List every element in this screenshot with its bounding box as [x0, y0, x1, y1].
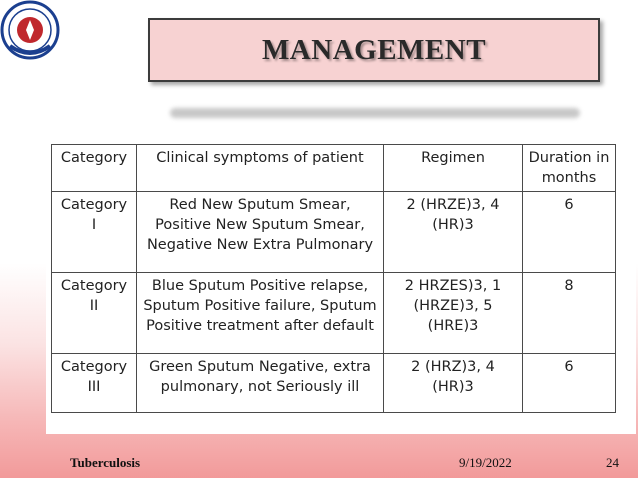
- title-box: [148, 18, 600, 82]
- institution-logo-icon: [0, 0, 60, 60]
- slide-number: 24: [606, 455, 619, 470]
- cell-regimen: 2 HRZES)3, 1 (HRZE)3, 5 (HRE)3: [384, 273, 523, 354]
- table-container: [46, 140, 636, 434]
- slide-title: MANAGEMENT: [261, 33, 487, 66]
- cell-symptoms: Blue Sputum Positive relapse, Sputum Positive failure, Sputum Positive treatment after default: [137, 273, 384, 354]
- cell-category: Category III: [52, 354, 137, 413]
- table-row: [52, 354, 616, 413]
- cell-symptoms: Red New Sputum Smear, Positive New Sputum Smear, Negative New Extra Pulmonary: [137, 192, 384, 273]
- table-row: [52, 192, 616, 273]
- cell-duration: 8: [523, 273, 616, 354]
- header-category: Category: [52, 145, 137, 192]
- header-regimen: Regimen: [384, 145, 523, 192]
- cell-regimen: 2 (HRZE)3, 4 (HR)3: [384, 192, 523, 273]
- cell-category: Category II: [52, 273, 137, 354]
- footer-title: Tuberculosis: [70, 455, 141, 470]
- cell-regimen: 2 (HRZ)3, 4 (HR)3: [384, 354, 523, 413]
- header-symptoms: Clinical symptoms of patient: [137, 145, 384, 192]
- table-header-row: [52, 145, 616, 192]
- decorative-shadow-bar: [170, 108, 580, 118]
- footer-date: 9/19/2022: [459, 455, 512, 470]
- cell-symptoms: Green Sputum Negative, extra pulmonary, not Seriously ill: [137, 354, 384, 413]
- cell-duration: 6: [523, 354, 616, 413]
- cell-duration: 6: [523, 192, 616, 273]
- header-duration: Duration in months: [523, 145, 616, 192]
- table-row: [52, 273, 616, 354]
- regimen-table: [51, 144, 616, 413]
- cell-category: Category I: [52, 192, 137, 273]
